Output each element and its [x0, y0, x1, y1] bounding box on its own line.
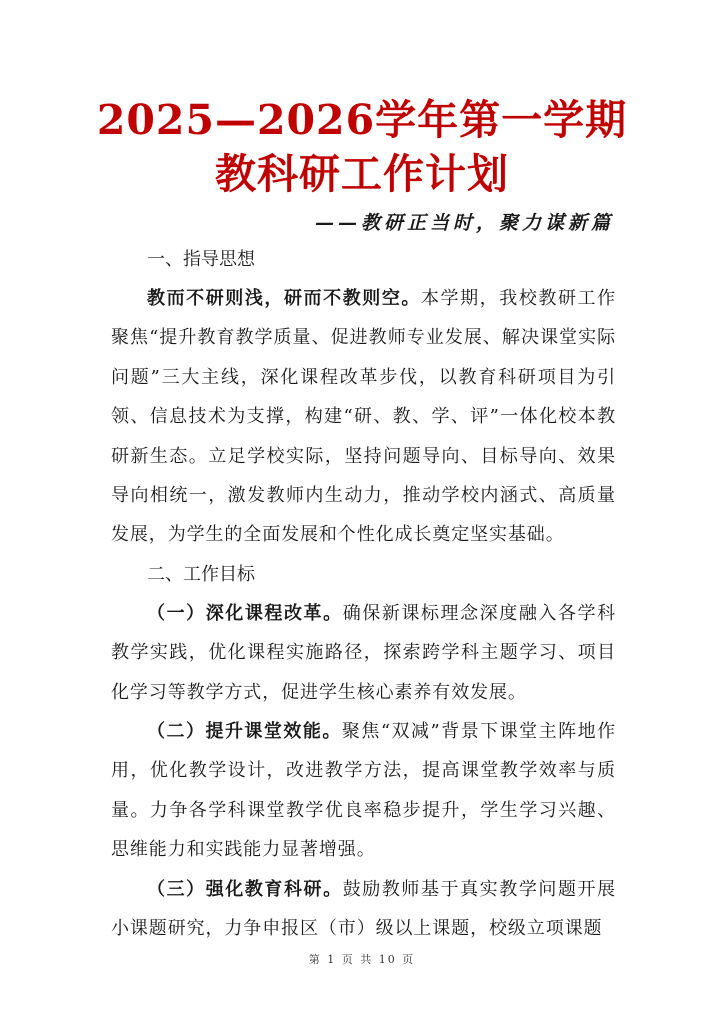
paragraph-goal-2 [111, 712, 616, 870]
paragraph-goal-3 [111, 870, 616, 949]
document-subtitle: ——教研正当时，聚力谋新篇 [314, 212, 614, 234]
paragraph-text: 确保新课标理念深度融入各学科教学实践，优化课程实施路径，探索跨学科主题学习、项目化学习等教学方式，促进学生核心素养有效发展。 [111, 602, 617, 703]
paragraph-text: 鼓励教师基于真实教学问题开展小课题研究，力争申报区（市）级以上课题，校级立项课题 [111, 878, 617, 940]
paragraph-guiding-ideology [111, 279, 616, 555]
page-number-footer: 第 1 页 共 10 页 [308, 953, 416, 966]
section-heading-work-goals: 二、工作目标 [147, 563, 255, 585]
paragraph-goal-1 [111, 594, 616, 712]
paragraph-text: 本学期，我校教研工作聚焦“提升教育教学质量、促进教师专业发展、解决课堂实际问题”三大主线，深化课程改革步伐，以教育科研项目为引领、信息技术为支撑，构建“研、教、学、评”一体化校本教研新生态。立足学校实际，坚持问题导向、目标导向、效果导向相统一，激发教师内生动力，推动学校内涵式、高质量发展，为学生的全面发展和个性化成长奠定坚实基础。 [111, 288, 616, 546]
document-body [111, 240, 616, 949]
paragraph-lead: 教而不研则浅，研而不教则空。 [147, 288, 421, 309]
paragraph-lead: （三）强化教育科研。 [147, 878, 343, 900]
paragraph-lead: （二）提升课堂效能。 [147, 721, 342, 743]
paragraph-text: 聚焦“双减”背景下课堂主阵地作用，优化教学设计，改进教学方法，提高课堂教学效率与质量。力争各学科课堂教学优良率稳步提升，学生学习兴趣、思维能力和实践能力显著增强。 [111, 721, 616, 861]
document-title-line-1: 2025—2026学年第一学期 [96, 96, 628, 144]
paragraph-lead: （一）深化课程改革。 [147, 602, 343, 624]
document-title-line-2: 教科研工作计划 [215, 150, 509, 198]
section-heading-guiding-ideology: 一、指导思想 [147, 249, 255, 270]
